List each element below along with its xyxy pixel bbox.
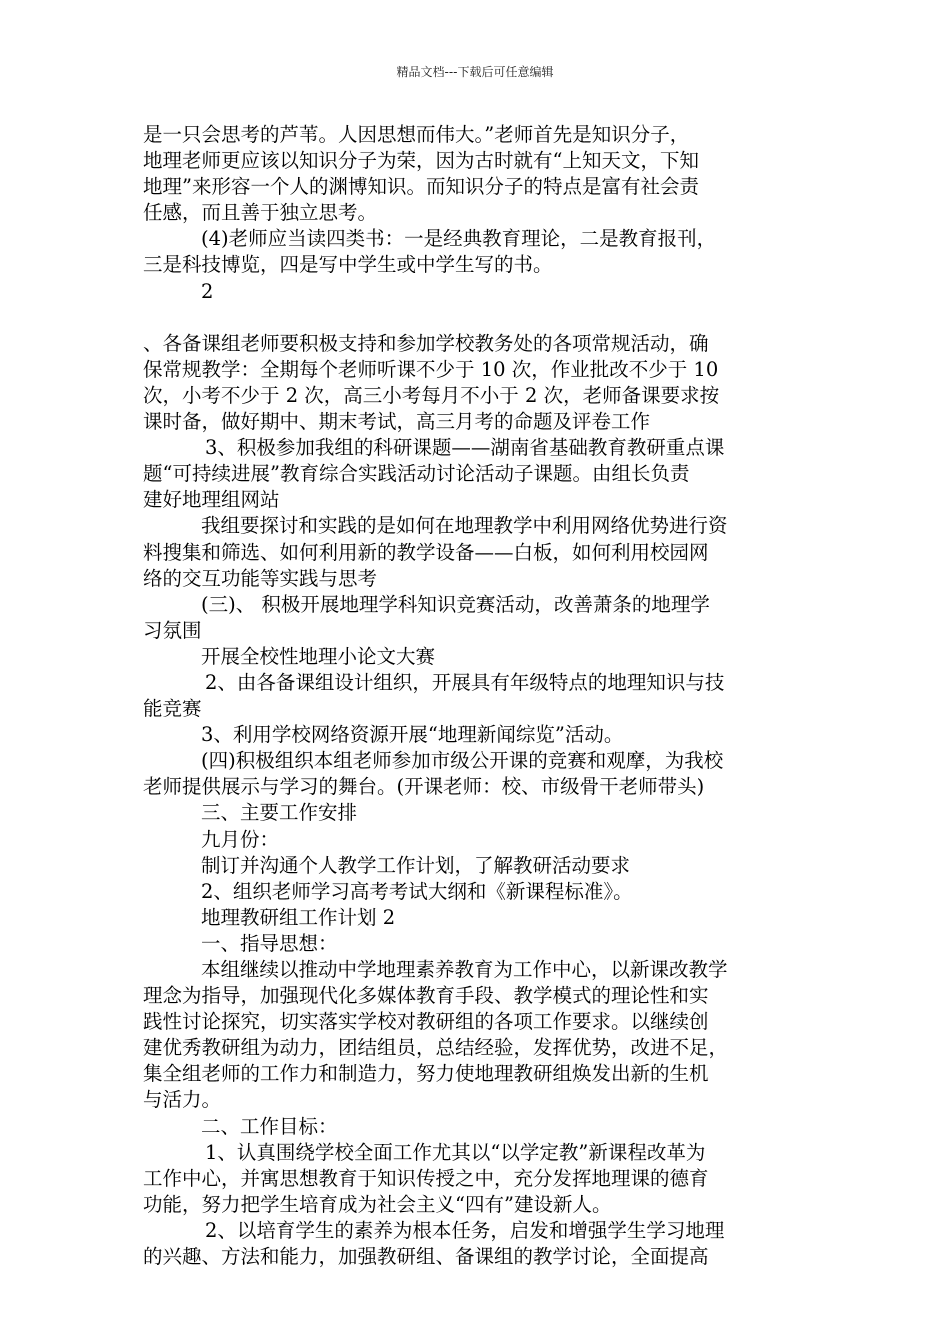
text-line: 是一只会思考的芦苇。人因思想而伟大。”老师首先是知识分子， [143,123,690,146]
text-line: 保常规教学：全期每个老师听课不少于 10 次，作业批改不少于 10 [143,357,719,381]
text-line: 我组要探讨和实践的是如何在地理教学中利用网络优势进行资 [201,514,728,538]
text-line: 地理老师更应该以知识分子为荣，因为古时就有“上知天文，下知 [143,149,699,173]
text-line: 3、利用学校网络资源开展“地理新闻综览”活动。 [201,723,624,747]
text-line: 与活力。 [143,1088,222,1112]
text-line: 能竞赛 [143,697,202,721]
text-line: 络的交互功能等实践与思考 [143,566,378,590]
page-header: 精品文档---下载后可任意编辑 [396,65,554,79]
text-line: 建好地理组网站 [143,488,280,512]
text-line: 地理教研组工作计划 2 [201,905,396,929]
text-line: (三)、 积极开展地理学科知识竞赛活动，改善萧条的地理学 [201,592,710,616]
text-line: 、各备课组老师要积极支持和参加学校教务处的各项常规活动，确 [143,331,709,355]
text-line: 理念为指导，加强现代化多媒体教育手段、教学模式的理论性和实 [143,984,709,1008]
text-line: 2、由各备课组设计组织，开展具有年级特点的地理知识与技 [205,670,725,694]
text-line: 制订并沟通个人教学工作计划，了解教研活动要求 [201,853,631,877]
text-line: 次，小考不少于 2 次，高三小考每月不小于 2 次，老师备课要求按 [143,383,720,407]
text-line: 开展全校性地理小论文大赛 [201,644,436,668]
text-line: 集全组老师的工作力和制造力，努力使地理教研组焕发出新的生机 [143,1062,709,1086]
text-line: 2 [201,279,214,303]
text-line: 建优秀教研组为动力，团结组员，总结经验，发挥优势，改进不足， [143,1036,729,1060]
text-line: 功能，努力把学生培育成为社会主义“四有”建设新人。 [143,1192,612,1216]
text-line: (四)积极组织本组老师参加市级公开课的竞赛和观摩，为我校 [201,749,724,773]
text-line: 九月份： [201,827,280,851]
text-line: 老师提供展示与学习的舞台。(开课老师：校、市级骨干老师带头) [143,775,705,799]
text-line: 的兴趣、方法和能力，加强教研组、备课组的教学讨论，全面提高 [143,1245,709,1269]
text-line: 习氛围 [143,618,202,642]
text-line: 一、指导思想： [201,931,338,955]
blank-line [143,305,813,331]
text-line: 本组继续以推动中学地理素养教育为工作中心，以新课改教学 [201,958,728,981]
text-line: 践性讨论探究，切实落实学校对教研组的各项工作要求。以继续创 [143,1010,709,1034]
text-line: 任感，而且善于独立思考。 [143,201,378,225]
text-line: 3、积极参加我组的科研课题——湖南省基础教育教研重点课 [205,436,725,460]
text-line: (4)老师应当读四类书：一是经典教育理论，二是教育报刊， [201,227,717,251]
text-line: 2、组织老师学习高考考试大纲和《新课程标准》。 [201,879,633,903]
text-line: 课时备，做好期中、期末考试，高三月考的命题及评卷工作 [143,410,651,434]
text-line: 题“可持续进展”教育综合实践活动讨论活动子课题。由组长负责 [143,462,690,486]
text-line: 工作中心，并寓思想教育于知识传授之中，充分发挥地理课的德育 [143,1166,709,1190]
text-line: 1、认真围绕学校全面工作尤其以“以学定教”新课程改革为 [205,1140,706,1164]
text-line: 料搜集和筛选、如何利用新的教学设备——白板，如何利用校园网 [143,540,709,564]
text-line: 三、主要工作安排 [201,801,358,825]
text-line: 2、以培育学生的素养为根本任务，启发和增强学生学习地理 [205,1218,725,1242]
text-line: 二、工作目标： [201,1114,338,1138]
text-line: 地理”来形容一个人的渊博知识。而知识分子的特点是富有社会责 [143,175,699,199]
text-line: 三是科技博览，四是写中学生或中学生写的书。 [143,253,553,277]
document-body [143,122,813,1270]
